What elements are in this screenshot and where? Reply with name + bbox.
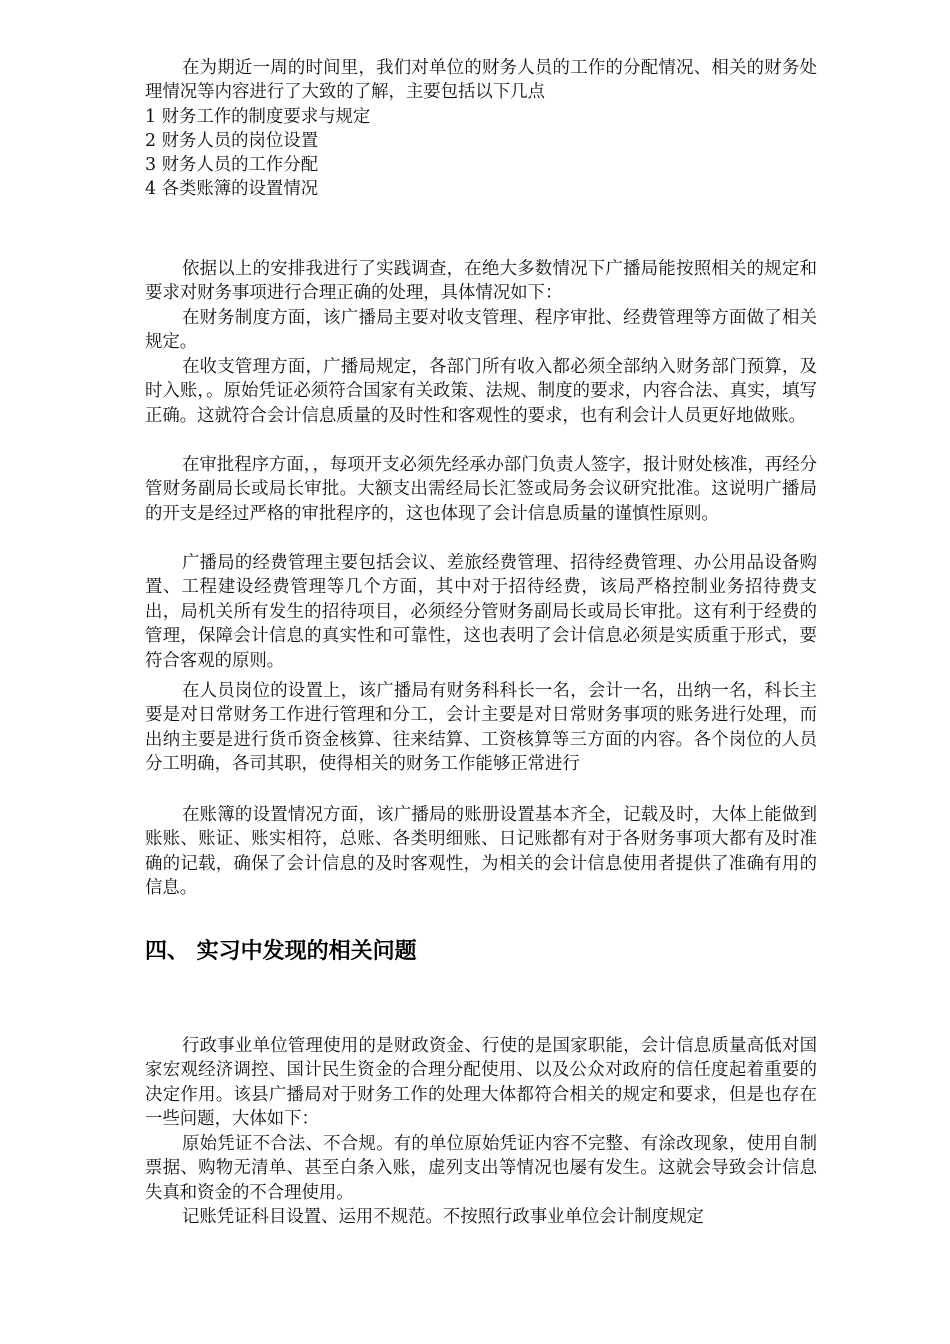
list-item: 4 各类账簿的设置情况 xyxy=(145,179,319,199)
body-paragraph: 在财务制度方面，该广播局主要对收支管理、程序审批、经费管理等方面做了相关规定。 xyxy=(145,308,817,353)
body-paragraph: 在账簿的设置情况方面，该广播局的账册设置基本齐全，记载及时，大体上能做到账账、账证、账实相符，总账、各类明细账、日记账都有对于各财务事项大都有及时准确的记载，确保了会计信息的及时客观性，为相关的会计信息使用者提供了准确有用的信息。 xyxy=(145,805,817,899)
list-item: 3 财务人员的工作分配 xyxy=(145,155,319,175)
list-item: 2 财务人员的岗位设置 xyxy=(145,131,319,151)
body-paragraph: 广播局的经费管理主要包括会议、差旅经费管理、招待经费管理、办公用品设备购置、工程建设经费管理等几个方面，其中对于招待经费，该局严格控制业务招待费支出，局机关所有发生的招待项目，必须经分管财务副局长或局长审批。这有利于经费的管理，保障会计信息的真实性和可靠性，这也表明了会计信息必须是实质重于形式，要符合客观的原则。 xyxy=(145,553,817,671)
section-heading: 四、 实习中发现的相关问题 xyxy=(145,939,417,964)
body-paragraph: 在收支管理方面，广播局规定，各部门所有收入都必须全部纳入财务部门预算，及时入账，。原始凭证必须符合国家有关政策、法规、制度的要求，内容合法、真实，填写正确。这就符合会计信息质量的及时性和客观性的要求，也有利会计人员更好地做账。 xyxy=(145,357,817,426)
body-paragraph: 行政事业单位管理使用的是财政资金、行使的是国家职能，会计信息质量高低对国家宏观经济调控、国计民生资金的合理分配使用、以及公众对政府的信任度起着重要的决定作用。该县广播局对于财务工作的处理大体都符合相关的规定和要求，但是也存在一些问题，大体如下： xyxy=(145,1036,817,1130)
intro-paragraph: 在为期近一周的时间里，我们对单位的财务人员的工作的分配情况、相关的财务处理情况等内容进行了大致的了解，主要包括以下几点 xyxy=(145,58,817,103)
list-item: 1 财务工作的制度要求与规定 xyxy=(145,107,371,127)
body-paragraph: 原始凭证不合法、不合规。有的单位原始凭证内容不完整、有涂改现象，使用自制票据、购物无清单、甚至白条入账，虚列支出等情况也屡有发生。这就会导致会计信息失真和资金的不合理使用。 xyxy=(145,1134,817,1203)
body-paragraph: 在人员岗位的设置上，该广播局有财务科科长一名，会计一名，出纳一名，科长主要是对日常财务工作进行管理和分工，会计主要是对日常财务事项的账务进行处理，而出纳主要是进行货币资金核算、往来结算、工资核算等三方面的内容。各个岗位的人员分工明确，各司其职，使得相关的财务工作能够正常进行 xyxy=(145,681,817,775)
body-paragraph: 在审批程序方面，，每项开支必须先经承办部门负责人签字，报计财处核准，再经分管财务副局长或局长审批。大额支出需经局长汇签或局务会议研究批准。这说明广播局的开支是经过严格的审批程序的，这也体现了会计信息质量的谨慎性原则。 xyxy=(145,455,817,524)
body-paragraph: 依据以上的安排我进行了实践调查，在绝大多数情况下广播局能按照相关的规定和要求对财务事项进行合理正确的处理，具体情况如下： xyxy=(145,259,817,304)
body-paragraph: 记账凭证科目设置、运用不规范。不按照行政事业单位会计制度规定 xyxy=(182,1207,704,1227)
